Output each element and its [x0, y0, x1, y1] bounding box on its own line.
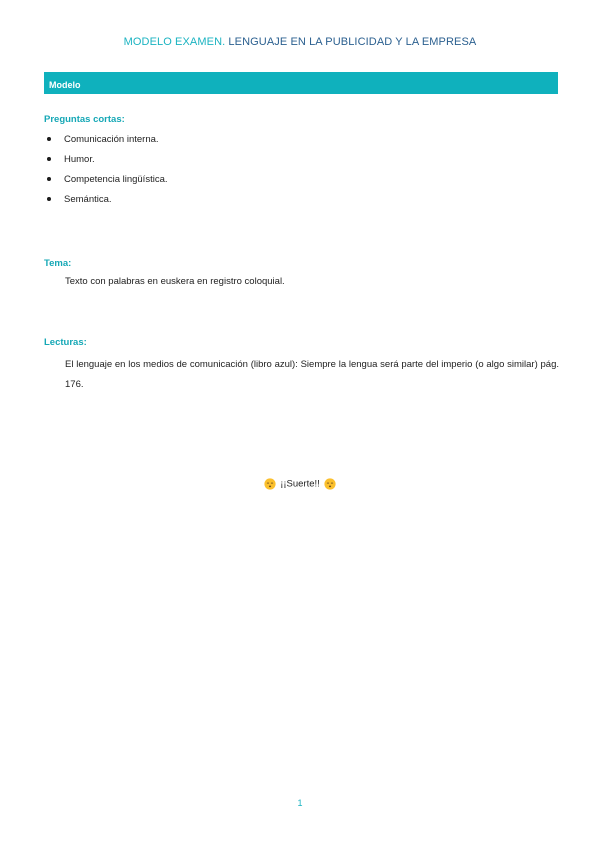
list-item-text: Comunicación interna. — [64, 134, 159, 145]
bullet-icon — [47, 197, 51, 201]
pensive-face-emoji-icon — [264, 478, 276, 490]
list-item — [44, 193, 168, 213]
bullet-icon — [47, 157, 51, 161]
pensive-face-emoji-icon — [324, 478, 336, 490]
tema-heading: Tema: — [44, 258, 72, 269]
document-title-prefix: MODELO EXAMEN. — [123, 36, 226, 48]
list-item — [44, 133, 168, 153]
list-item — [44, 173, 168, 193]
document-title — [0, 36, 600, 48]
list-item — [44, 153, 168, 173]
list-item-text: Semántica. — [64, 194, 112, 205]
preguntas-heading: Preguntas cortas: — [44, 114, 125, 125]
bullet-icon — [47, 137, 51, 141]
tema-text: Texto con palabras en euskera en registro coloquial. — [65, 276, 285, 287]
list-item-text: Humor. — [64, 154, 95, 165]
closing-line — [0, 478, 600, 490]
document-title-subject: LENGUAJE EN LA PUBLICIDAD Y LA EMPRESA — [228, 36, 477, 48]
page-number: 1 — [297, 798, 303, 808]
preguntas-list — [44, 133, 168, 213]
lecturas-heading: Lecturas: — [44, 337, 87, 348]
closing-text: ¡¡Suerte!! — [280, 478, 320, 490]
section-bar — [44, 72, 558, 94]
bullet-icon — [47, 177, 51, 181]
lecturas-text: El lenguaje en los medios de comunicación (libro azul): Siempre la lengua será parte del imperio (o algo similar) pág. 176. — [65, 359, 559, 390]
list-item-text: Competencia lingüística. — [64, 174, 168, 185]
section-bar-label: Modelo — [49, 80, 81, 90]
